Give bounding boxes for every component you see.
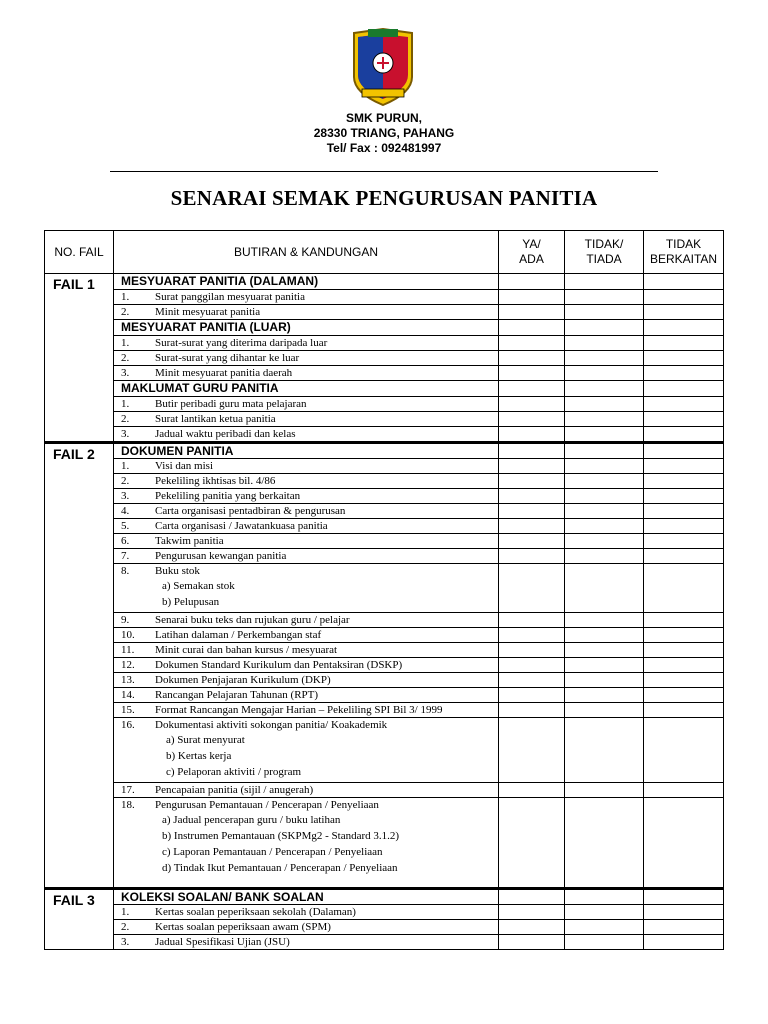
- check-cell-tidak-berkaitan[interactable]: [644, 628, 724, 643]
- check-cell-tidak[interactable]: [565, 336, 644, 351]
- check-cell-tidak[interactable]: [565, 783, 644, 798]
- check-cell-tidak[interactable]: [565, 920, 644, 935]
- checklist-item: [114, 920, 499, 935]
- table-row: [45, 519, 724, 534]
- table-row: [45, 397, 724, 412]
- file-label: FAIL 1: [45, 274, 114, 443]
- item-number: 2.: [121, 306, 130, 318]
- checklist-item: [114, 783, 499, 798]
- item-text: Format Rancangan Mengajar Harian – Pekeliling SPI Bil 3/ 1999: [155, 704, 443, 716]
- check-cell-ya[interactable]: [499, 718, 565, 783]
- table-row: [45, 549, 724, 564]
- checklist-item: [114, 397, 499, 412]
- check-cell-tidak[interactable]: [565, 549, 644, 564]
- checklist-item: [114, 673, 499, 688]
- check-cell-tidak[interactable]: [565, 564, 644, 613]
- check-cell-ya[interactable]: [499, 459, 565, 474]
- checklist-item: [114, 489, 499, 504]
- item-number: 4.: [121, 505, 130, 517]
- check-cell-tidak-berkaitan[interactable]: [644, 783, 724, 798]
- item-number: 13.: [121, 674, 135, 686]
- item-text: Latihan dalaman / Perkembangan staf: [155, 629, 322, 641]
- check-cell-tidak-berkaitan[interactable]: [644, 504, 724, 519]
- item-subpoint: a) Surat menyurat: [166, 734, 245, 746]
- checklist-item: [114, 305, 499, 320]
- checklist-item: [114, 643, 499, 658]
- item-subpoint: d) Tindak Ikut Pemantauan / Pencerapan / Penyeliaan: [162, 862, 398, 874]
- check-cell-tidak[interactable]: [565, 798, 644, 889]
- check-cell-ya[interactable]: [499, 336, 565, 351]
- item-text: Carta organisasi pentadbiran & pengurusan: [155, 505, 346, 517]
- section-title: KOLEKSI SOALAN/ BANK SOALAN: [114, 889, 499, 905]
- item-number: 2.: [121, 921, 130, 933]
- item-number: 7.: [121, 550, 130, 562]
- item-text: Surat panggilan mesyuarat panitia: [155, 291, 305, 303]
- item-number: 2.: [121, 413, 130, 425]
- item-number: 3.: [121, 367, 130, 379]
- check-cell-ya[interactable]: [499, 427, 565, 443]
- item-text: Senarai buku teks dan rujukan guru / pelajar: [155, 614, 350, 626]
- item-text: Pekeliling panitia yang berkaitan: [155, 490, 301, 502]
- page-title: SENARAI SEMAK PENGURUSAN PANITIA: [170, 186, 598, 210]
- item-number: 3.: [121, 428, 130, 440]
- school-phone: Tel/ Fax : 092481997: [326, 141, 442, 155]
- check-cell-tidak[interactable]: [565, 613, 644, 628]
- item-text: Buku stok: [155, 565, 200, 577]
- item-text: Pengurusan Pemantauan / Pencerapan / Penyeliaan: [155, 799, 379, 811]
- check-cell-ya[interactable]: [499, 703, 565, 718]
- check-cell-ya[interactable]: [499, 613, 565, 628]
- table-row: [45, 290, 724, 305]
- section-title: MESYUARAT PANITIA (LUAR): [114, 320, 499, 336]
- table-row: [45, 935, 724, 950]
- item-number: 8.: [121, 565, 130, 577]
- item-number: 1.: [121, 337, 130, 349]
- item-text: Visi dan misi: [155, 460, 214, 472]
- checklist-item: [114, 798, 499, 889]
- check-cell-ya[interactable]: [499, 688, 565, 703]
- check-cell-ya[interactable]: [499, 366, 565, 381]
- item-number: 10.: [121, 629, 135, 641]
- check-cell-ya[interactable]: [499, 889, 565, 905]
- item-number: 1.: [121, 291, 130, 303]
- table-row: [45, 489, 724, 504]
- item-text: Surat-surat yang dihantar ke luar: [155, 352, 300, 364]
- item-number: 12.: [121, 659, 135, 671]
- item-text: Surat-surat yang diterima daripada luar: [155, 337, 328, 349]
- col-header-tidak-berkaitan: TIDAK BERKAITAN: [644, 231, 724, 274]
- check-cell-tidak-berkaitan[interactable]: [644, 443, 724, 459]
- col-header-ya: YA/ ADA: [499, 231, 565, 274]
- table-row: [45, 427, 724, 443]
- table-row: [45, 351, 724, 366]
- check-cell-tidak[interactable]: [565, 935, 644, 950]
- check-cell-tidak-berkaitan[interactable]: [644, 658, 724, 673]
- table-row: [45, 534, 724, 549]
- check-cell-tidak-berkaitan[interactable]: [644, 905, 724, 920]
- item-number: 16.: [121, 719, 135, 731]
- check-cell-tidak-berkaitan[interactable]: [644, 798, 724, 889]
- check-cell-tidak[interactable]: [565, 351, 644, 366]
- school-crest-logo: [348, 27, 418, 107]
- check-cell-ya[interactable]: [499, 905, 565, 920]
- item-text: Pengurusan kewangan panitia: [155, 550, 287, 562]
- check-cell-tidak[interactable]: [565, 504, 644, 519]
- check-cell-ya[interactable]: [499, 474, 565, 489]
- check-cell-ya[interactable]: [499, 643, 565, 658]
- table-row: [45, 703, 724, 718]
- check-cell-tidak[interactable]: [565, 703, 644, 718]
- table-row: [45, 673, 724, 688]
- check-cell-tidak[interactable]: [565, 305, 644, 320]
- check-cell-ya[interactable]: [499, 443, 565, 459]
- check-cell-tidak[interactable]: [565, 320, 644, 336]
- check-cell-tidak-berkaitan[interactable]: [644, 397, 724, 412]
- item-text: Takwim panitia: [155, 535, 224, 547]
- table-row: [45, 688, 724, 703]
- check-cell-ya[interactable]: [499, 920, 565, 935]
- check-cell-ya[interactable]: [499, 783, 565, 798]
- item-number: 18.: [121, 799, 135, 811]
- item-text: Carta organisasi / Jawatankuasa panitia: [155, 520, 328, 532]
- item-text: Rancangan Pelajaran Tahunan (RPT): [155, 689, 319, 701]
- item-number: 3.: [121, 490, 130, 502]
- col-header-no-fail: NO. FAIL: [45, 231, 114, 274]
- check-cell-ya[interactable]: [499, 534, 565, 549]
- school-address: 28330 TRIANG, PAHANG: [313, 126, 455, 140]
- item-text: Kertas soalan peperiksaan sekolah (Dalaman): [155, 906, 356, 918]
- table-row: [45, 613, 724, 628]
- item-number: 1.: [121, 460, 130, 472]
- check-cell-tidak[interactable]: [565, 366, 644, 381]
- check-cell-tidak-berkaitan[interactable]: [644, 474, 724, 489]
- check-cell-tidak[interactable]: [565, 889, 644, 905]
- item-number: 9.: [121, 614, 130, 626]
- checklist-item: [114, 427, 499, 443]
- check-cell-ya[interactable]: [499, 351, 565, 366]
- check-cell-tidak[interactable]: [565, 658, 644, 673]
- check-cell-ya[interactable]: [499, 519, 565, 534]
- checklist-item: [114, 534, 499, 549]
- check-cell-ya[interactable]: [499, 274, 565, 290]
- checklist-item: [114, 519, 499, 534]
- item-text: Minit mesyuarat panitia: [155, 306, 261, 318]
- check-cell-tidak[interactable]: [565, 718, 644, 783]
- table-row: [45, 564, 724, 613]
- item-subpoint: c) Pelaporan aktiviti / program: [166, 766, 302, 778]
- check-cell-tidak-berkaitan[interactable]: [644, 381, 724, 397]
- check-cell-tidak-berkaitan[interactable]: [644, 718, 724, 783]
- item-subpoint: b) Pelupusan: [162, 596, 220, 608]
- file-label: FAIL 3: [45, 889, 114, 950]
- check-cell-ya[interactable]: [499, 798, 565, 889]
- item-text: Pekeliling ikhtisas bil. 4/86: [155, 475, 276, 487]
- checklist-item: [114, 351, 499, 366]
- check-cell-tidak-berkaitan[interactable]: [644, 564, 724, 613]
- item-number: 1.: [121, 398, 130, 410]
- checklist-item: [114, 718, 499, 783]
- check-cell-tidak[interactable]: [565, 905, 644, 920]
- item-text: Pencapaian panitia (sijil / anugerah): [155, 784, 314, 796]
- check-cell-tidak-berkaitan[interactable]: [644, 534, 724, 549]
- check-cell-ya[interactable]: [499, 935, 565, 950]
- checklist-item: [114, 613, 499, 628]
- checklist-item: [114, 905, 499, 920]
- checklist-item: [114, 628, 499, 643]
- table-row: [45, 643, 724, 658]
- school-name: SMK PURUN,: [345, 111, 422, 125]
- check-cell-tidak-berkaitan[interactable]: [644, 274, 724, 290]
- item-subpoint: a) Jadual pencerapan guru / buku latihan: [162, 814, 341, 826]
- item-number: 15.: [121, 704, 135, 716]
- table-row: [45, 798, 724, 889]
- file-label: FAIL 2: [45, 443, 114, 889]
- check-cell-ya[interactable]: [499, 381, 565, 397]
- item-number: 5.: [121, 520, 130, 532]
- table-row: [45, 783, 724, 798]
- item-subpoint: a) Semakan stok: [162, 580, 235, 592]
- check-cell-tidak-berkaitan[interactable]: [644, 889, 724, 905]
- item-text: Minit curai dan bahan kursus / mesyuarat: [155, 644, 338, 656]
- check-cell-tidak-berkaitan[interactable]: [644, 673, 724, 688]
- check-cell-ya[interactable]: [499, 504, 565, 519]
- check-cell-tidak-berkaitan[interactable]: [644, 459, 724, 474]
- table-row: [45, 459, 724, 474]
- check-cell-tidak-berkaitan[interactable]: [644, 412, 724, 427]
- col-header-butiran: BUTIRAN & KANDUNGAN: [114, 231, 499, 274]
- item-text: Dokumentasi aktiviti sokongan panitia/ Koakademik: [155, 719, 388, 731]
- checklist-table: [44, 230, 724, 950]
- check-cell-ya[interactable]: [499, 673, 565, 688]
- item-text: Dokumen Standard Kurikulum dan Pentaksiran (DSKP): [155, 659, 403, 671]
- checklist-item: [114, 549, 499, 564]
- item-number: 2.: [121, 475, 130, 487]
- check-cell-tidak[interactable]: [565, 489, 644, 504]
- checklist-item: [114, 703, 499, 718]
- item-subpoint: b) Instrumen Pemantauan (SKPMg2 - Standard 3.1.2): [162, 830, 400, 842]
- check-cell-tidak[interactable]: [565, 412, 644, 427]
- table-row: [45, 905, 724, 920]
- item-text: Butir peribadi guru mata pelajaran: [155, 398, 307, 410]
- item-number: 1.: [121, 906, 130, 918]
- item-subpoint: c) Laporan Pemantauan / Pencerapan / Penyeliaan: [162, 846, 383, 858]
- check-cell-tidak-berkaitan[interactable]: [644, 336, 724, 351]
- table-row: [45, 658, 724, 673]
- check-cell-tidak[interactable]: [565, 397, 644, 412]
- item-number: 17.: [121, 784, 135, 796]
- item-number: 2.: [121, 352, 130, 364]
- table-row: [45, 412, 724, 427]
- check-cell-tidak[interactable]: [565, 274, 644, 290]
- item-subpoint: b) Kertas kerja: [166, 750, 232, 762]
- check-cell-ya[interactable]: [499, 564, 565, 613]
- check-cell-tidak-berkaitan[interactable]: [644, 643, 724, 658]
- item-text: Dokumen Penjajaran Kurikulum (DKP): [155, 674, 331, 686]
- table-row: [45, 474, 724, 489]
- check-cell-tidak-berkaitan[interactable]: [644, 351, 724, 366]
- header-divider: [110, 171, 658, 172]
- check-cell-tidak-berkaitan[interactable]: [644, 519, 724, 534]
- checklist-item: [114, 504, 499, 519]
- check-cell-tidak-berkaitan[interactable]: [644, 935, 724, 950]
- table-row: [45, 628, 724, 643]
- section-title: DOKUMEN PANITIA: [114, 443, 499, 459]
- section-title: MESYUARAT PANITIA (DALAMAN): [114, 274, 499, 290]
- check-cell-tidak-berkaitan[interactable]: [644, 427, 724, 443]
- check-cell-tidak[interactable]: [565, 643, 644, 658]
- check-cell-tidak-berkaitan[interactable]: [644, 703, 724, 718]
- checklist-item: [114, 459, 499, 474]
- table-row: [45, 920, 724, 935]
- check-cell-tidak[interactable]: [565, 673, 644, 688]
- check-cell-tidak-berkaitan[interactable]: [644, 290, 724, 305]
- checklist-item: [114, 336, 499, 351]
- check-cell-ya[interactable]: [499, 658, 565, 673]
- checklist-item: [114, 366, 499, 381]
- check-cell-tidak[interactable]: [565, 290, 644, 305]
- section-title: MAKLUMAT GURU PANITIA: [114, 381, 499, 397]
- col-header-tidak: TIDAK/ TIADA: [565, 231, 644, 274]
- check-cell-ya[interactable]: [499, 412, 565, 427]
- checklist-item: [114, 474, 499, 489]
- checklist-item: [114, 935, 499, 950]
- check-cell-tidak-berkaitan[interactable]: [644, 549, 724, 564]
- check-cell-tidak[interactable]: [565, 443, 644, 459]
- check-cell-tidak[interactable]: [565, 519, 644, 534]
- table-row: [45, 718, 724, 783]
- check-cell-ya[interactable]: [499, 397, 565, 412]
- check-cell-tidak[interactable]: [565, 628, 644, 643]
- item-text: Kertas soalan peperiksaan awam (SPM): [155, 921, 331, 933]
- check-cell-ya[interactable]: [499, 320, 565, 336]
- check-cell-tidak-berkaitan[interactable]: [644, 320, 724, 336]
- checklist-item: [114, 564, 499, 613]
- check-cell-tidak[interactable]: [565, 459, 644, 474]
- item-text: Surat lantikan ketua panitia: [155, 413, 276, 425]
- check-cell-ya[interactable]: [499, 305, 565, 320]
- check-cell-tidak-berkaitan[interactable]: [644, 613, 724, 628]
- check-cell-tidak[interactable]: [565, 474, 644, 489]
- item-text: Minit mesyuarat panitia daerah: [155, 367, 293, 379]
- checklist-item: [114, 688, 499, 703]
- checklist-item: [114, 290, 499, 305]
- checklist-item: [114, 412, 499, 427]
- table-row: [45, 366, 724, 381]
- item-number: 6.: [121, 535, 130, 547]
- check-cell-tidak-berkaitan[interactable]: [644, 305, 724, 320]
- check-cell-ya[interactable]: [499, 290, 565, 305]
- table-row: [45, 504, 724, 519]
- check-cell-tidak-berkaitan[interactable]: [644, 489, 724, 504]
- check-cell-tidak[interactable]: [565, 534, 644, 549]
- check-cell-tidak-berkaitan[interactable]: [644, 366, 724, 381]
- item-text: Jadual Spesifikasi Ujian (JSU): [155, 936, 290, 948]
- check-cell-ya[interactable]: [499, 489, 565, 504]
- check-cell-tidak[interactable]: [565, 688, 644, 703]
- item-number: 3.: [121, 936, 130, 948]
- table-row: [45, 305, 724, 320]
- check-cell-tidak[interactable]: [565, 381, 644, 397]
- checklist-item: [114, 658, 499, 673]
- check-cell-tidak-berkaitan[interactable]: [644, 920, 724, 935]
- check-cell-ya[interactable]: [499, 628, 565, 643]
- check-cell-tidak[interactable]: [565, 427, 644, 443]
- item-number: 14.: [121, 689, 135, 701]
- table-row: [45, 336, 724, 351]
- item-text: Jadual waktu peribadi dan kelas: [155, 428, 296, 440]
- check-cell-tidak-berkaitan[interactable]: [644, 688, 724, 703]
- item-number: 11.: [121, 644, 135, 656]
- check-cell-ya[interactable]: [499, 549, 565, 564]
